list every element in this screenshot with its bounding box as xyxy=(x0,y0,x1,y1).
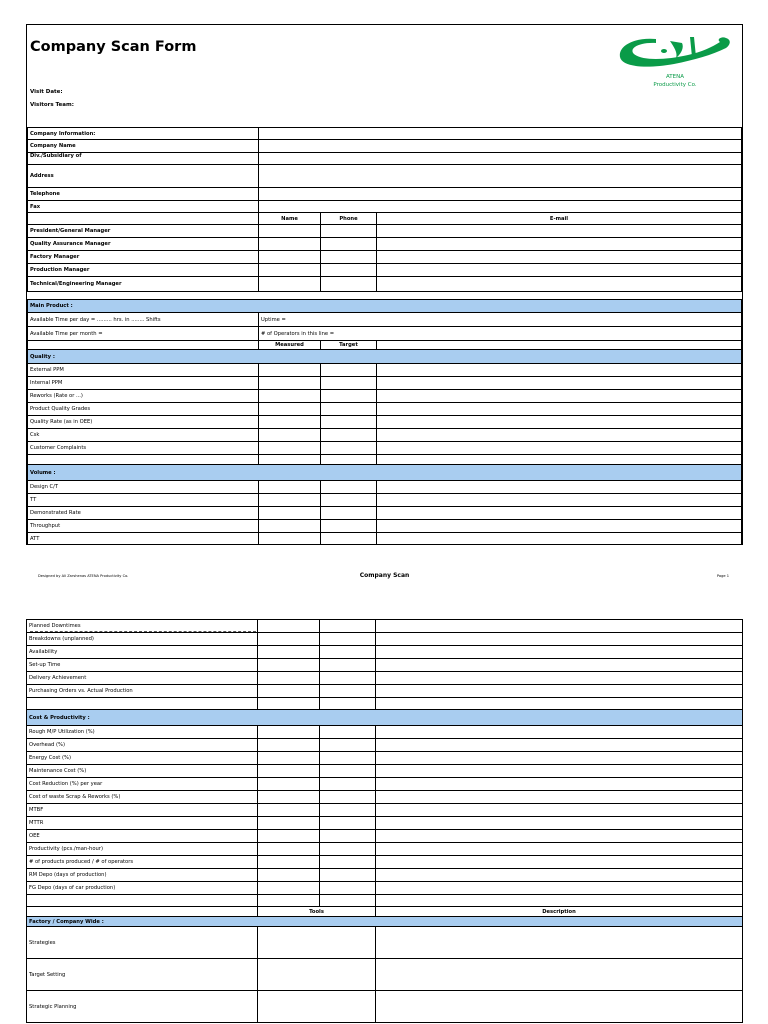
notes-cell[interactable] xyxy=(376,791,743,804)
notes-cell[interactable] xyxy=(376,726,743,739)
operators-field[interactable]: # of Operators in this line = xyxy=(259,327,742,341)
column-header-measured: Measured xyxy=(259,341,321,350)
target-cell[interactable] xyxy=(320,633,376,646)
row-label: Cost Reduction (%) per year xyxy=(27,778,258,791)
notes-cell[interactable] xyxy=(376,672,743,685)
visitors-team-label: Visitors Team: xyxy=(30,102,74,108)
notes-cell[interactable] xyxy=(377,364,742,377)
section-header-quality: Quality : xyxy=(28,350,742,364)
notes-cell[interactable] xyxy=(376,856,743,869)
row-label: Reworks (Rate or ...) xyxy=(28,390,259,403)
measured-cell[interactable] xyxy=(258,856,320,869)
row-label: Company Name xyxy=(28,140,259,153)
blank-cell xyxy=(320,698,376,710)
notes-cell[interactable] xyxy=(376,685,743,698)
measured-cell[interactable] xyxy=(258,791,320,804)
footer-page-number: Page 1 xyxy=(716,574,729,578)
spacer-row xyxy=(28,292,742,300)
input-cell[interactable] xyxy=(259,277,321,292)
target-cell[interactable] xyxy=(321,494,377,507)
target-cell[interactable] xyxy=(321,377,377,390)
input-cell[interactable] xyxy=(259,225,321,238)
row-label: Target Setting xyxy=(27,959,258,991)
measured-cell[interactable] xyxy=(258,659,320,672)
row-label: Div./Subsidiary of xyxy=(28,153,259,165)
row-label: OEE xyxy=(27,830,258,843)
uptime-field[interactable]: Uptime = xyxy=(259,313,742,327)
blank-cell xyxy=(27,907,258,917)
row-label: External PPM xyxy=(28,364,259,377)
row-label: Purchasing Orders vs. Actual Production xyxy=(27,685,258,698)
row-label: Strategies xyxy=(27,927,258,959)
measured-cell[interactable] xyxy=(258,620,320,633)
blank-cell xyxy=(258,895,320,907)
measured-cell[interactable] xyxy=(258,739,320,752)
target-cell[interactable] xyxy=(320,882,376,895)
target-cell[interactable] xyxy=(321,403,377,416)
measured-cell[interactable] xyxy=(258,633,320,646)
row-label: Productivity (pcs./man-hour) xyxy=(27,843,258,856)
tools-cell[interactable] xyxy=(258,991,376,1023)
measured-cell[interactable] xyxy=(259,364,321,377)
blank-cell xyxy=(321,455,377,465)
row-label: Availability xyxy=(27,646,258,659)
row-label: Overhead (%) xyxy=(27,739,258,752)
target-cell[interactable] xyxy=(320,869,376,882)
blank-cell xyxy=(376,698,743,710)
measured-cell[interactable] xyxy=(258,830,320,843)
input-cell[interactable] xyxy=(321,264,377,277)
column-header-target: Target xyxy=(321,341,377,350)
notes-cell[interactable] xyxy=(377,390,742,403)
row-label: MTTR xyxy=(27,817,258,830)
page-footer xyxy=(26,571,743,583)
measured-cell[interactable] xyxy=(258,804,320,817)
available-time-day[interactable]: Available Time per day = ......... hrs. in ........ Shifts xyxy=(28,313,259,327)
row-label: FG Depo (days of car production) xyxy=(27,882,258,895)
input-cell[interactable] xyxy=(321,238,377,251)
notes-cell[interactable] xyxy=(376,620,743,633)
notes-cell[interactable] xyxy=(376,882,743,895)
notes-cell[interactable] xyxy=(377,429,742,442)
notes-cell[interactable] xyxy=(377,533,742,545)
description-cell[interactable] xyxy=(376,927,743,959)
row-label: Maintenance Cost (%) xyxy=(27,765,258,778)
row-label: Quality Rate (as in OEE) xyxy=(28,416,259,429)
measured-cell[interactable] xyxy=(258,685,320,698)
tools-cell[interactable] xyxy=(258,959,376,991)
measured-cell[interactable] xyxy=(258,752,320,765)
row-label: Energy Cost (%) xyxy=(27,752,258,765)
input-cell[interactable] xyxy=(259,153,742,165)
row-label: Quality Assurance Manager xyxy=(28,238,259,251)
row-label: TT xyxy=(28,494,259,507)
column-header-description: Description xyxy=(376,907,743,917)
blank-cell xyxy=(259,455,321,465)
notes-cell[interactable] xyxy=(376,843,743,856)
section-header-main-product: Main Product : xyxy=(28,300,742,313)
description-cell[interactable] xyxy=(376,959,743,991)
measured-cell[interactable] xyxy=(259,533,321,545)
measured-cell[interactable] xyxy=(259,520,321,533)
blank-cell xyxy=(377,455,742,465)
target-cell[interactable] xyxy=(320,791,376,804)
row-label: ATT xyxy=(28,533,259,545)
measured-cell[interactable] xyxy=(258,672,320,685)
measured-cell[interactable] xyxy=(259,403,321,416)
notes-cell[interactable] xyxy=(376,778,743,791)
form-header xyxy=(27,25,742,127)
company-logo xyxy=(613,31,737,89)
row-label: Customer Complaints xyxy=(28,442,259,455)
logo-text-atena: ATENA xyxy=(665,74,685,80)
row-label: Set-up Time xyxy=(27,659,258,672)
measured-cell[interactable] xyxy=(258,778,320,791)
input-cell[interactable] xyxy=(321,225,377,238)
blank-cell xyxy=(320,895,376,907)
section-header-cost: Cost & Productivity : xyxy=(27,710,743,726)
target-cell[interactable] xyxy=(321,364,377,377)
target-cell[interactable] xyxy=(320,804,376,817)
row-label: Telephone xyxy=(28,188,259,201)
column-header-name: Name xyxy=(259,213,321,225)
row-label: Csk xyxy=(28,429,259,442)
row-label: Throughput xyxy=(28,520,259,533)
blank-cell xyxy=(376,895,743,907)
input-cell[interactable] xyxy=(377,277,742,292)
notes-cell[interactable] xyxy=(377,507,742,520)
input-cell[interactable] xyxy=(321,277,377,292)
target-cell[interactable] xyxy=(321,533,377,545)
footer-title: Company Scan xyxy=(359,572,410,579)
input-cell[interactable] xyxy=(377,251,742,264)
input-cell[interactable] xyxy=(321,251,377,264)
notes-cell[interactable] xyxy=(376,817,743,830)
row-label: President/General Manager xyxy=(28,225,259,238)
measured-cell[interactable] xyxy=(259,442,321,455)
measured-cell[interactable] xyxy=(258,882,320,895)
row-label: Demonstrated Rate xyxy=(28,507,259,520)
measured-cell[interactable] xyxy=(258,646,320,659)
blank-cell xyxy=(27,698,258,710)
input-cell[interactable] xyxy=(259,128,742,140)
tools-cell[interactable] xyxy=(258,927,376,959)
measured-cell[interactable] xyxy=(258,843,320,856)
target-cell[interactable] xyxy=(320,739,376,752)
column-header-email: E-mail xyxy=(377,213,742,225)
input-cell[interactable] xyxy=(259,201,742,213)
notes-cell[interactable] xyxy=(376,646,743,659)
target-cell[interactable] xyxy=(320,672,376,685)
row-label: Address xyxy=(28,165,259,188)
available-time-month[interactable]: Available Time per month = xyxy=(28,327,259,341)
row-label: Internal PPM xyxy=(28,377,259,390)
row-label: Factory Manager xyxy=(28,251,259,264)
row-label: Strategic Planning xyxy=(27,991,258,1023)
row-label: Technical/Engineering Manager xyxy=(28,277,259,292)
notes-cell[interactable] xyxy=(376,739,743,752)
row-label: RM Depo (days of production) xyxy=(27,869,258,882)
company-info-header: Company Information: xyxy=(28,128,259,140)
notes-cell[interactable] xyxy=(376,765,743,778)
input-cell[interactable] xyxy=(377,225,742,238)
target-cell[interactable] xyxy=(321,520,377,533)
measured-cell[interactable] xyxy=(259,494,321,507)
target-cell[interactable] xyxy=(321,416,377,429)
description-cell[interactable] xyxy=(376,991,743,1023)
form-page-1 xyxy=(26,24,743,545)
blank-cell xyxy=(27,895,258,907)
row-label: Design C/T xyxy=(28,481,259,494)
notes-cell[interactable] xyxy=(377,377,742,390)
form-page-2 xyxy=(26,619,743,1023)
notes-cell[interactable] xyxy=(377,481,742,494)
notes-cell[interactable] xyxy=(377,403,742,416)
notes-cell[interactable] xyxy=(377,494,742,507)
blank-cell xyxy=(28,341,259,350)
input-cell[interactable] xyxy=(259,251,321,264)
target-cell[interactable] xyxy=(320,646,376,659)
input-cell[interactable] xyxy=(259,140,742,153)
notes-cell[interactable] xyxy=(376,633,743,646)
target-cell[interactable] xyxy=(321,390,377,403)
column-header-tools: Tools xyxy=(258,907,376,917)
target-cell[interactable] xyxy=(320,685,376,698)
column-header-phone: Phone xyxy=(321,213,377,225)
input-cell[interactable] xyxy=(259,188,742,201)
measured-cell[interactable] xyxy=(259,429,321,442)
row-label: Rough M/P Utilization (%) xyxy=(27,726,258,739)
notes-cell[interactable] xyxy=(377,520,742,533)
input-cell[interactable] xyxy=(377,264,742,277)
input-cell[interactable] xyxy=(377,238,742,251)
input-cell[interactable] xyxy=(259,238,321,251)
company-info-table xyxy=(27,127,742,545)
footer-credit: Designed by Ali Zarshenas ATENA Productivity Co. xyxy=(38,574,129,578)
measured-cell[interactable] xyxy=(259,416,321,429)
row-label: Delivery Achievement xyxy=(27,672,258,685)
page-title: Company Scan Form xyxy=(30,39,197,55)
target-cell[interactable] xyxy=(320,659,376,672)
atena-logo-icon xyxy=(616,31,734,73)
input-cell[interactable] xyxy=(259,165,742,188)
measured-cell[interactable] xyxy=(259,390,321,403)
row-label: # of products produced / # of operators xyxy=(27,856,258,869)
measured-cell[interactable] xyxy=(259,377,321,390)
row-label: MTBF xyxy=(27,804,258,817)
blank-cell xyxy=(28,213,259,225)
section-header-volume: Volume : xyxy=(28,465,742,481)
notes-cell[interactable] xyxy=(376,659,743,672)
notes-cell[interactable] xyxy=(376,869,743,882)
row-label: Cost of waste Scrap & Reworks (%) xyxy=(27,791,258,804)
target-cell[interactable] xyxy=(321,429,377,442)
row-label: Fax xyxy=(28,201,259,213)
target-cell[interactable] xyxy=(320,817,376,830)
section-header-factory: Factory / Company Wide : xyxy=(27,917,743,927)
measured-cell[interactable] xyxy=(258,765,320,778)
notes-cell[interactable] xyxy=(376,804,743,817)
measured-cell[interactable] xyxy=(259,481,321,494)
target-cell[interactable] xyxy=(320,856,376,869)
notes-cell[interactable] xyxy=(376,830,743,843)
target-cell[interactable] xyxy=(321,507,377,520)
measured-cell[interactable] xyxy=(258,817,320,830)
notes-cell[interactable] xyxy=(377,442,742,455)
blank-cell xyxy=(377,341,742,350)
measured-cell[interactable] xyxy=(259,507,321,520)
target-cell[interactable] xyxy=(320,843,376,856)
target-cell[interactable] xyxy=(320,726,376,739)
target-cell[interactable] xyxy=(320,778,376,791)
dashed-divider xyxy=(30,631,256,632)
logo-text-productivity: Productivity Co. xyxy=(653,82,697,88)
measured-cell[interactable] xyxy=(258,869,320,882)
target-cell[interactable] xyxy=(321,481,377,494)
blank-cell xyxy=(28,455,259,465)
target-cell[interactable] xyxy=(320,620,376,633)
notes-cell[interactable] xyxy=(376,752,743,765)
target-cell[interactable] xyxy=(320,765,376,778)
visit-date-label: Visit Date: xyxy=(30,89,63,95)
target-cell[interactable] xyxy=(320,830,376,843)
notes-cell[interactable] xyxy=(377,416,742,429)
row-label: Breakdowns (unplanned) xyxy=(27,633,258,646)
target-cell[interactable] xyxy=(321,442,377,455)
input-cell[interactable] xyxy=(259,264,321,277)
continuation-table xyxy=(26,619,743,1023)
row-label: Production Manager xyxy=(28,264,259,277)
blank-cell xyxy=(258,698,320,710)
target-cell[interactable] xyxy=(320,752,376,765)
row-label: Product Quality Grades xyxy=(28,403,259,416)
row-label: Planned Downtimes xyxy=(27,620,258,633)
measured-cell[interactable] xyxy=(258,726,320,739)
